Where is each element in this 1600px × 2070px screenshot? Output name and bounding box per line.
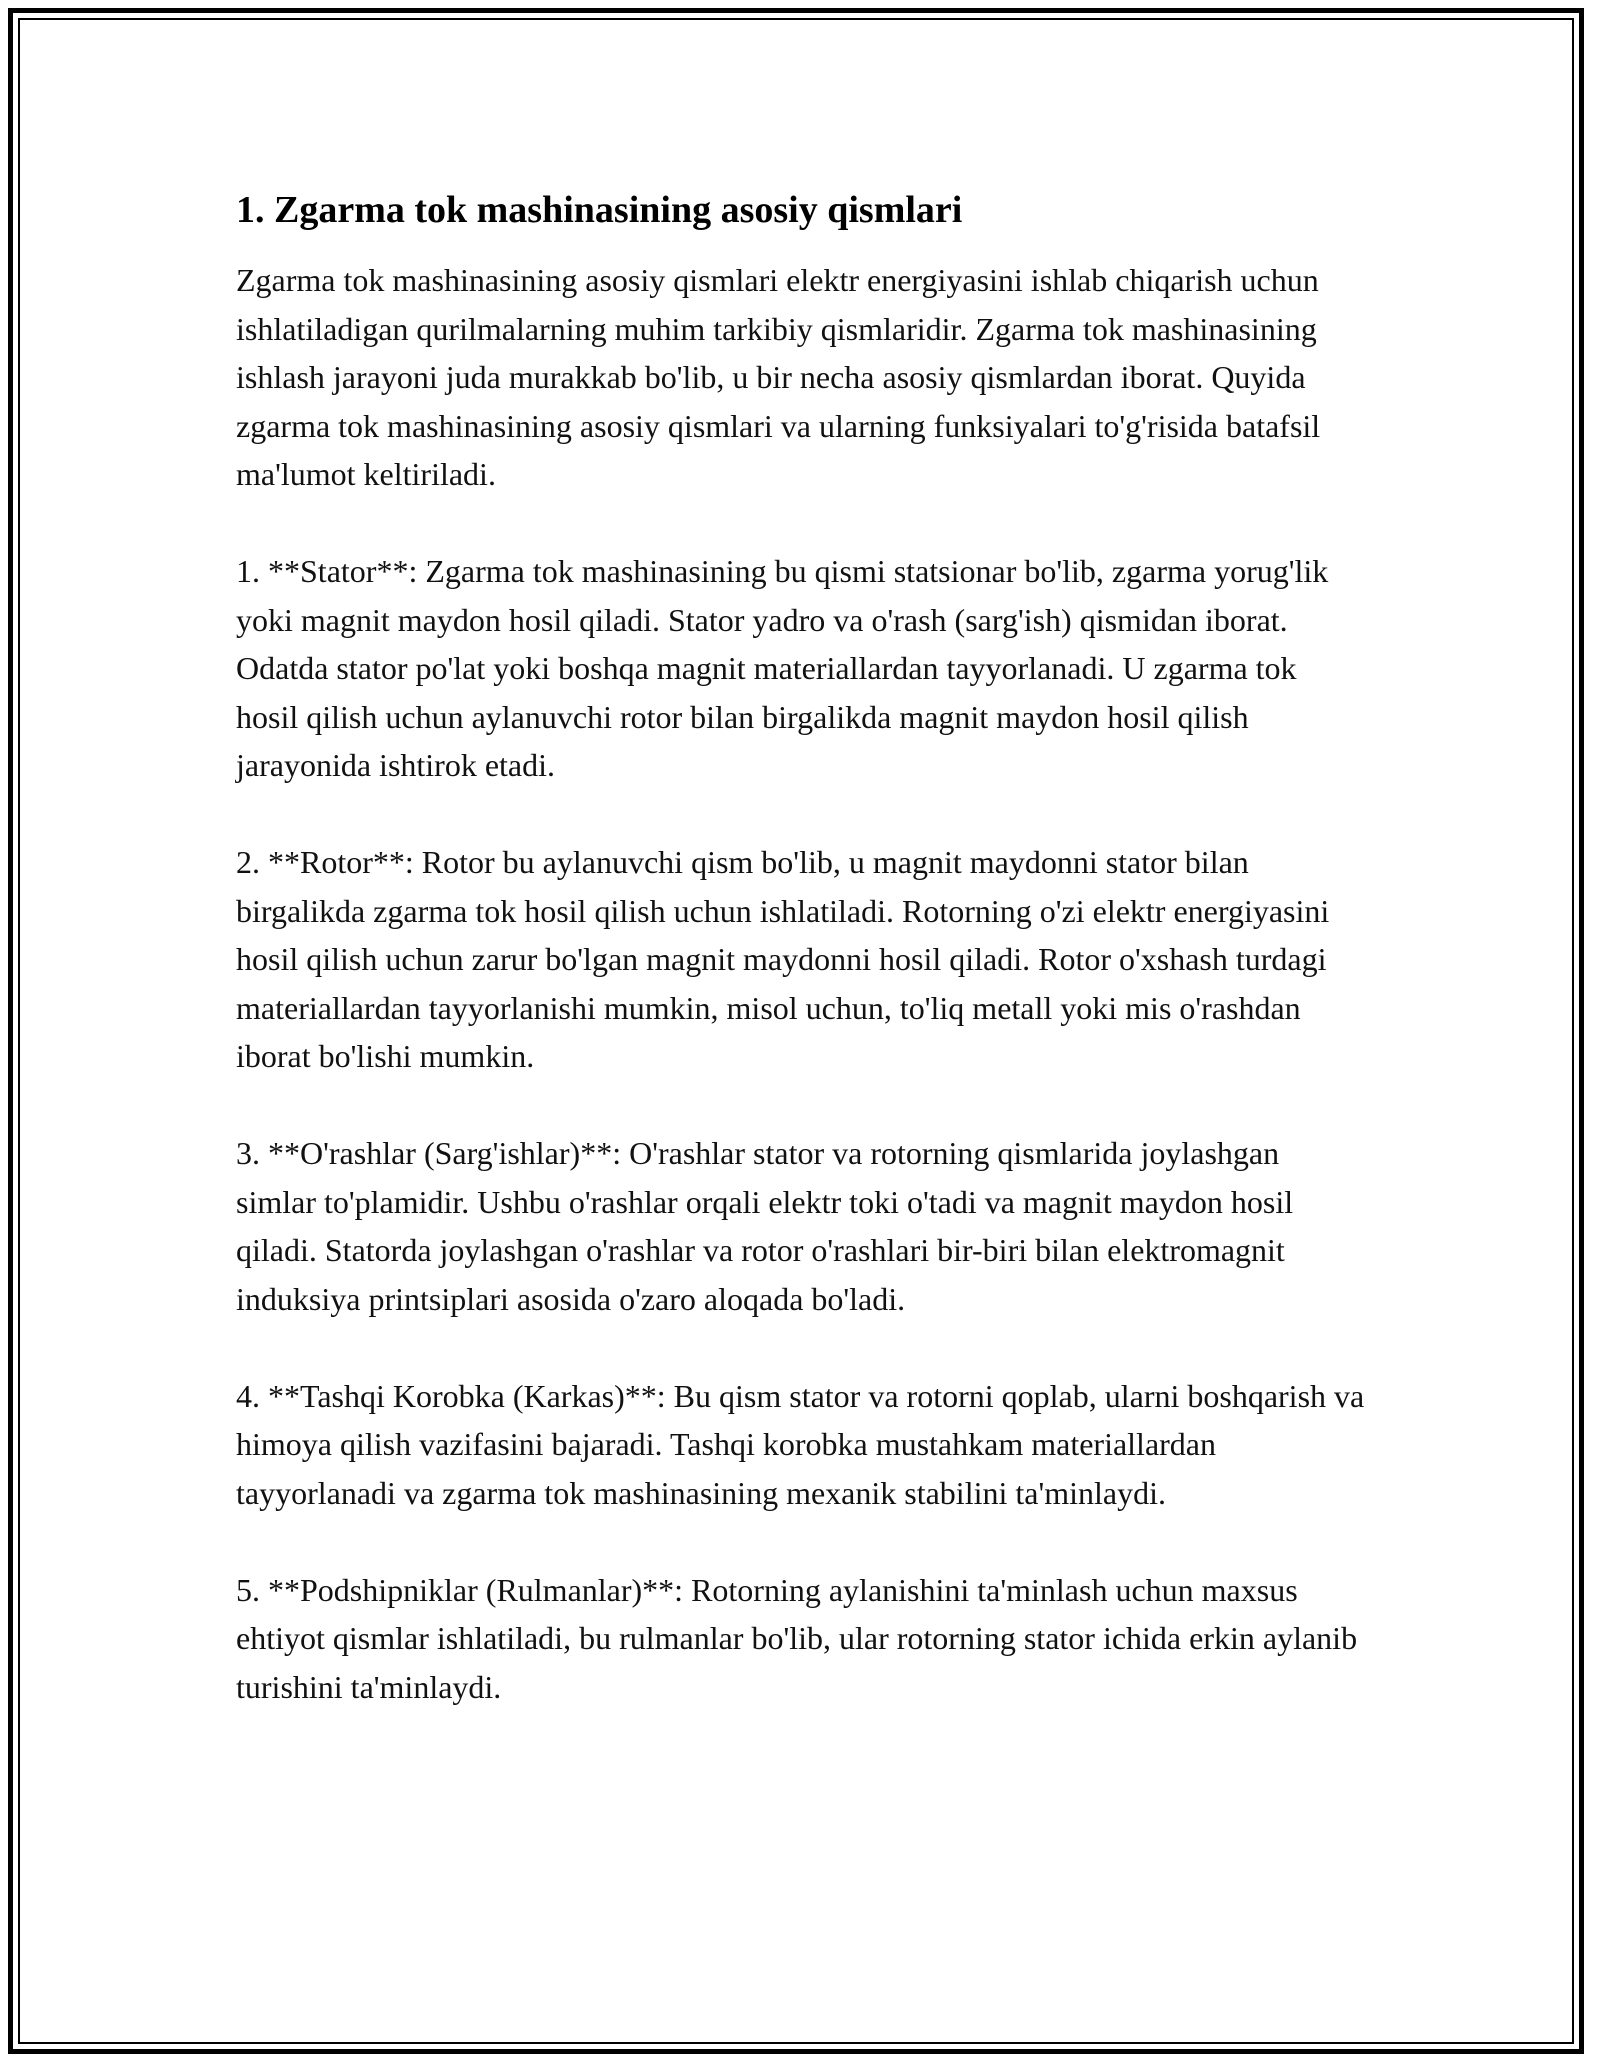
- intro-paragraph: Zgarma tok mashinasining asosiy qismlari elektr energiyasini ishlab chiqarish uchun ishlatiladigan qurilmalarning muhim tarkibiy qismlaridir. Zgarma tok mashinasining ishlash jarayoni juda murakkab bo'lib, u bir necha asosiy qismlardan iborat. Quyida zgarma tok mashinasining asosiy qismlari va ularning funksiyalari to'g'risida batafsil ma'lumot keltiriladi.: [236, 262, 1321, 492]
- housing-paragraph: 4. **Tashqi Korobka (Karkas)**: Bu qism stator va rotorni qoplab, ularni boshqarish va himoya qilish vazifasini bajaradi. Tashqi korobka mustahkam materiallardan tayyorlanadi va zgarma tok mashinasining mexanik stabilini ta'minlaydi.: [236, 1377, 1365, 1511]
- windings-paragraph: 3. **O'rashlar (Sarg'ishlar)**: O'rashlar stator va rotorning qismlarida joylashgan simlar to'plamidir. Ushbu o'rashlar orqali elektr toki o'tadi va magnit maydon hosil qiladi. Statorda joylashgan o'rashlar va rotor o'rashlari bir-biri bilan elektromagnit induksiya printsiplari asosida o'zaro aloqada bo'ladi.: [236, 1135, 1294, 1317]
- document-body: [236, 186, 1366, 1760]
- stator-paragraph: 1. **Stator**: Zgarma tok mashinasining bu qismi statsionar bo'lib, zgarma yorug'lik yoki magnit maydon hosil qiladi. Stator yadro va o'rash (sarg'ish) qismidan iborat. Odatda stator po'lat yoki boshqa magnit materiallardan tayyorlanadi. U zgarma tok hosil qilish uchun aylanuvchi rotor bilan birgalikda magnit maydon hosil qilish jarayonida ishtirok etadi.: [236, 553, 1329, 783]
- page-title: 1. Zgarma tok mashinasining asosiy qismlari: [236, 189, 963, 231]
- bearings-paragraph: 5. **Podshipniklar (Rulmanlar)**: Rotorning aylanishini ta'minlash uchun maxsus ehtiyot qismlar ishlatiladi, bu rulmanlar bo'lib, ular rotorning stator ichida erkin aylanib turishini ta'minlaydi.: [236, 1571, 1358, 1705]
- rotor-paragraph: 2. **Rotor**: Rotor bu aylanuvchi qism bo'lib, u magnit maydonni stator bilan birgalikda zgarma tok hosil qilish uchun ishlatiladi. Rotorning o'zi elektr energiyasini hosil qilish uchun zarur bo'lgan magnit maydonni hosil qiladi. Rotor o'xshash turdagi materiallardan tayyorlanishi mumkin, misol uchun, to'liq metall yoki mis o'rashdan iborat bo'lishi mumkin.: [236, 844, 1330, 1074]
